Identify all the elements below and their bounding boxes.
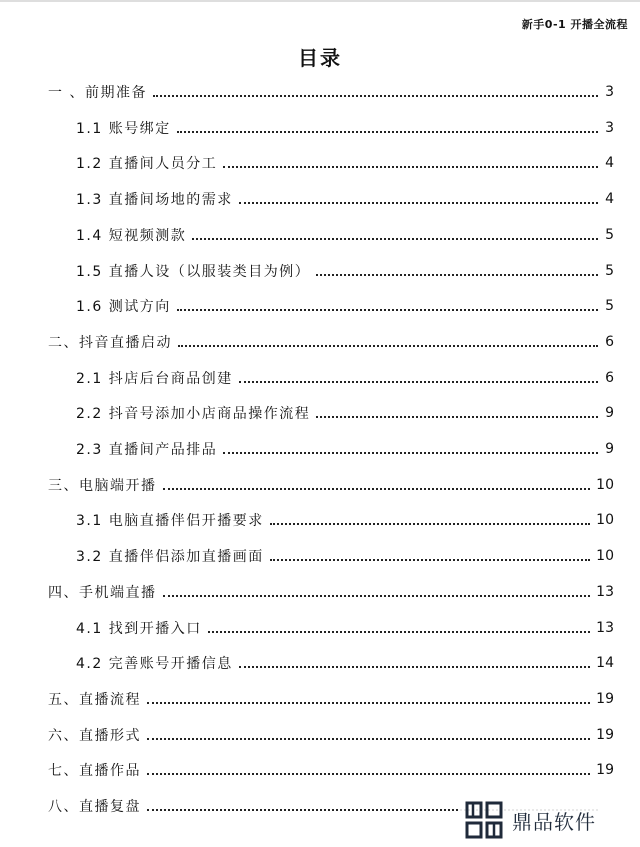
toc-dot-leader bbox=[177, 309, 598, 311]
toc-section[interactable] bbox=[48, 758, 614, 782]
toc-entry-label: 1.4 短视频测款 bbox=[76, 227, 187, 244]
toc-entry-label: 4.2 完善账号开播信息 bbox=[76, 656, 233, 673]
toc-section[interactable] bbox=[48, 580, 614, 604]
toc-page-number: 3 bbox=[605, 84, 614, 100]
document-header: 新手0-1 开播全流程 bbox=[521, 18, 628, 31]
toc-dot-leader bbox=[316, 274, 598, 276]
toc-entry-label: 4.1 找到开播入口 bbox=[76, 620, 202, 637]
toc-dot-leader bbox=[270, 559, 590, 561]
toc-subsection[interactable] bbox=[76, 116, 614, 140]
toc-entry-label: 3.2 直播伴侣添加直播画面 bbox=[76, 549, 264, 566]
toc-page-number: 6 bbox=[605, 333, 614, 350]
toc-entry-label: 2.1 抖店后台商品创建 bbox=[76, 370, 233, 387]
toc-dot-leader bbox=[208, 631, 590, 633]
toc-dot-leader bbox=[163, 595, 591, 597]
toc-section[interactable] bbox=[48, 723, 614, 747]
toc-entry-label: 1.3 直播间场地的需求 bbox=[76, 192, 233, 209]
toc-dot-leader bbox=[223, 166, 598, 168]
toc-entry-label: 一 、前期准备 bbox=[48, 85, 147, 101]
toc-dot-leader bbox=[192, 238, 598, 240]
toc-subsection[interactable] bbox=[76, 187, 614, 211]
toc-dot-leader bbox=[223, 452, 598, 454]
toc-section[interactable] bbox=[48, 330, 614, 354]
toc-entry-label: 六、直播形式 bbox=[48, 727, 141, 744]
toc-dot-leader bbox=[147, 738, 590, 740]
toc-entry-label: 八、直播复盘 bbox=[48, 799, 141, 815]
toc-page-number: 5 bbox=[605, 226, 614, 243]
toc-subsection[interactable] bbox=[76, 508, 614, 532]
toc-section[interactable] bbox=[48, 80, 614, 104]
toc-dot-leader bbox=[178, 345, 598, 347]
toc-entry-label: 四、手机端直播 bbox=[48, 584, 157, 601]
toc-entry-label: 1.2 直播间人员分工 bbox=[76, 156, 218, 173]
toc-page-number: 5 bbox=[605, 298, 614, 315]
toc-dot-leader bbox=[163, 488, 591, 490]
toc-title: 目录 bbox=[298, 46, 342, 70]
toc-dot-leader bbox=[270, 523, 590, 525]
toc-subsection[interactable] bbox=[76, 544, 614, 568]
toc-page-number: 13 bbox=[596, 583, 614, 600]
toc-page-number: 3 bbox=[605, 119, 614, 136]
toc-subsection[interactable] bbox=[76, 151, 614, 175]
toc-dot-leader bbox=[316, 416, 598, 418]
toc-page-number: 19 bbox=[596, 762, 614, 779]
toc-entry-label: 2.3 直播间产品排品 bbox=[76, 442, 218, 458]
toc-entry-label: 三、电脑端开播 bbox=[48, 477, 157, 494]
toc-subsection[interactable] bbox=[76, 616, 614, 640]
toc-subsection[interactable] bbox=[76, 294, 614, 318]
toc-dot-leader bbox=[153, 95, 598, 97]
watermark-text: 鼎品软件 bbox=[512, 809, 596, 834]
toc-page-number: 14 bbox=[596, 655, 614, 672]
toc-entry-label: 1.6 测试方向 bbox=[76, 299, 171, 316]
toc-subsection[interactable] bbox=[76, 366, 614, 390]
toc-subsection[interactable] bbox=[76, 437, 614, 461]
toc-section[interactable] bbox=[48, 687, 614, 711]
toc-page-number: 10 bbox=[596, 512, 614, 529]
toc-page-number: 13 bbox=[596, 619, 614, 636]
toc-page-number: 6 bbox=[605, 369, 614, 386]
toc-entry-label: 2.2 抖音号添加小店商品操作流程 bbox=[76, 406, 311, 423]
toc-dot-leader bbox=[239, 381, 598, 383]
toc-section[interactable] bbox=[48, 473, 614, 497]
toc-subsection[interactable] bbox=[76, 401, 614, 425]
toc-subsection[interactable] bbox=[76, 651, 614, 675]
toc-page-number: 10 bbox=[596, 548, 614, 565]
toc-subsection[interactable] bbox=[76, 223, 614, 247]
toc-page-number: 19 bbox=[596, 726, 614, 743]
toc-entry-label: 1.5 直播人设（以服装类目为例） bbox=[76, 263, 311, 280]
toc-page-number: 10 bbox=[596, 476, 614, 493]
toc-entry-label: 七、直播作品 bbox=[48, 763, 141, 780]
toc-entry-label: 1.1 账号绑定 bbox=[76, 120, 171, 137]
toc-entry-label: 二、抖音直播启动 bbox=[48, 334, 172, 351]
toc-page-number: 4 bbox=[605, 155, 614, 172]
toc-page-number: 9 bbox=[605, 441, 614, 457]
toc-dot-leader bbox=[177, 131, 598, 133]
watermark bbox=[460, 796, 604, 844]
dingpin-logo-icon bbox=[464, 800, 504, 840]
toc-dot-leader bbox=[147, 773, 590, 775]
toc-dot-leader bbox=[239, 202, 598, 204]
toc-entry-label: 五、直播流程 bbox=[48, 691, 141, 708]
toc-page-number: 4 bbox=[605, 191, 614, 208]
toc-dot-leader bbox=[239, 666, 590, 668]
header-rule bbox=[0, 0, 640, 2]
toc-page-number: 5 bbox=[605, 262, 614, 279]
toc-dot-leader bbox=[147, 702, 590, 704]
toc-page-number: 19 bbox=[596, 690, 614, 707]
toc-entry-label: 3.1 电脑直播伴侣开播要求 bbox=[76, 513, 264, 530]
toc-subsection[interactable] bbox=[76, 259, 614, 283]
toc-page-number: 9 bbox=[605, 405, 614, 422]
